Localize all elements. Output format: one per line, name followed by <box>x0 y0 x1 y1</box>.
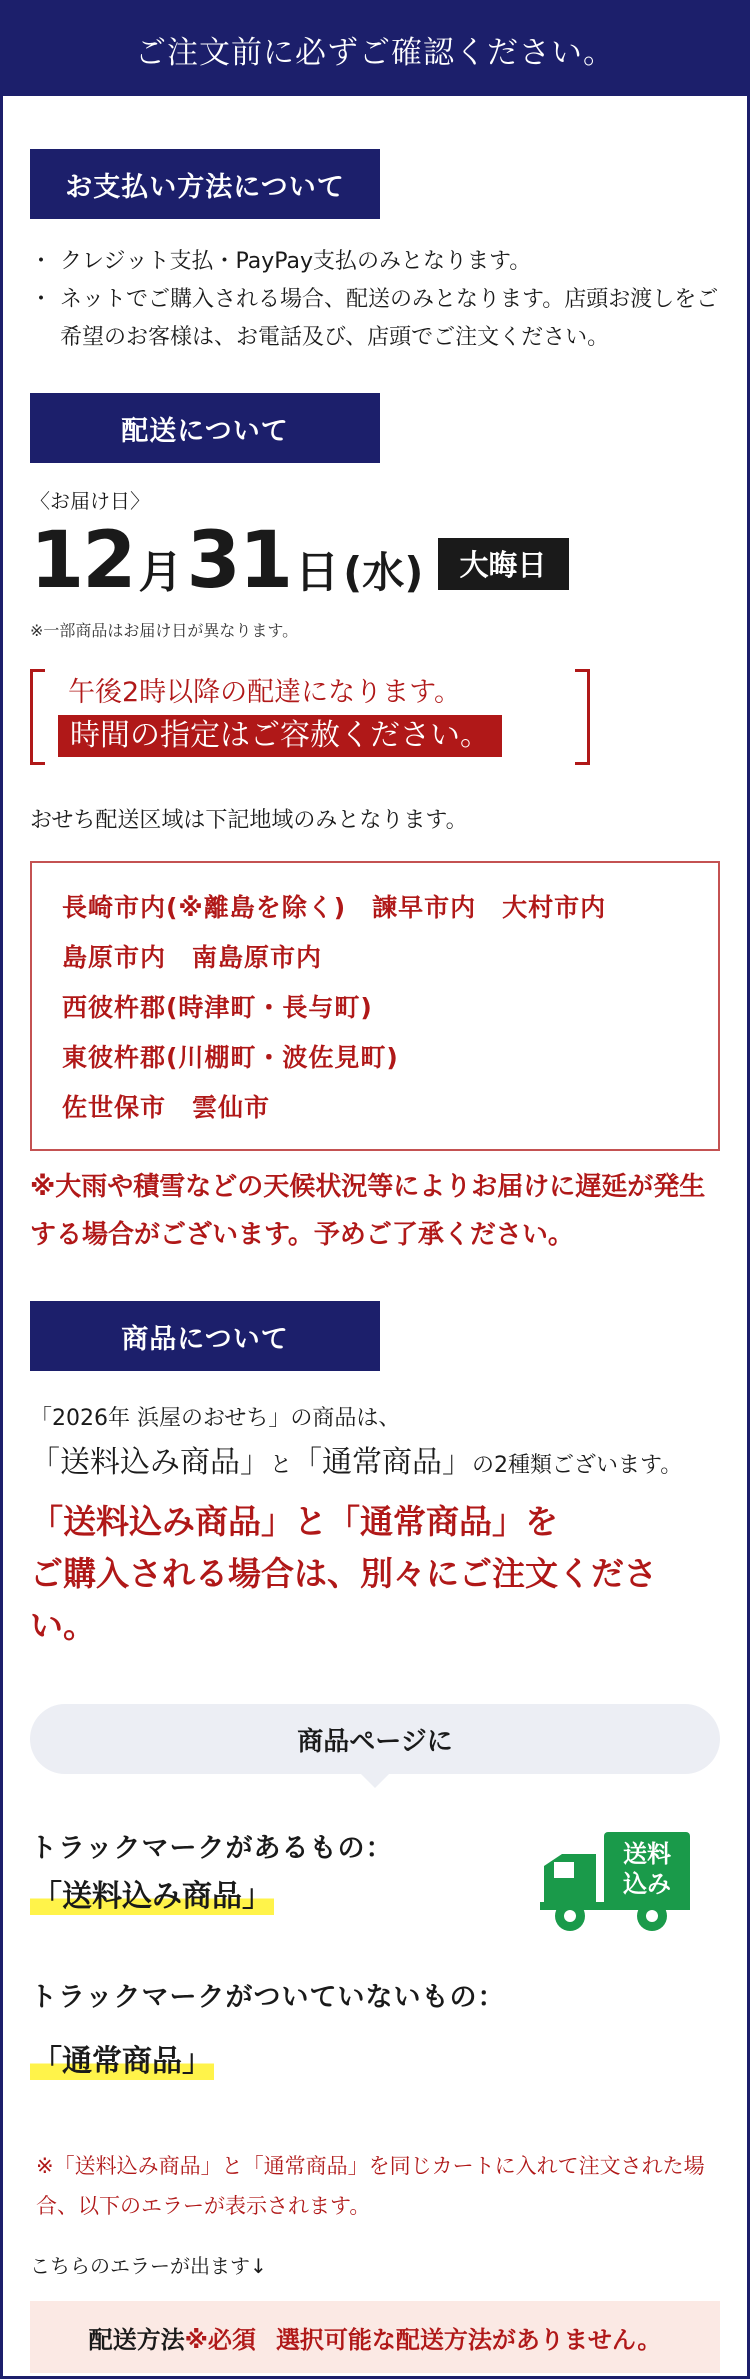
payment-section-label: お支払い方法について <box>30 149 380 219</box>
truck-icon <box>540 1832 690 1934</box>
new-years-eve-badge: 大晦日 <box>438 538 569 590</box>
regular-label: 「通常商品」 <box>292 1445 473 1480</box>
products-types <box>30 1443 720 1486</box>
truck-text: 送料 <box>623 1840 671 1868</box>
delivery-time-line: 午後2時以降の配達になります。 <box>68 677 462 708</box>
area-line: 島原市内 南島原市内 <box>62 943 323 972</box>
delivery-month: 12 <box>30 516 135 606</box>
shipping-error-message <box>30 2301 720 2373</box>
area-line: 西彼杵郡(時津町・長与町) <box>62 993 373 1022</box>
separate-order-line: ご購入される場合は、別々にご注文ください。 <box>30 1554 657 1645</box>
types-tail: の2種類ございます。 <box>472 1453 683 1478</box>
payment-item: ・ ネットでご購入される場合、配送のみとなります。店頭お渡しをご希望のお客様は、お電話及び、店頭でご注文ください。 <box>30 281 720 357</box>
truck-text: 込み <box>623 1870 671 1898</box>
products-lead: 「2026年 浜屋のおせち」の商品は、 <box>30 1406 401 1431</box>
shipping-included-label: 「送料込み商品」 <box>30 1445 270 1480</box>
shipping-included-highlight: 「送料込み商品」 <box>30 1871 274 1915</box>
product-page-bubble: 商品ページに <box>30 1704 720 1774</box>
regular-highlight: 「通常商品」 <box>30 2036 214 2080</box>
error-text: 選択可能な配送方法がありません。 <box>275 2325 662 2354</box>
separate-order-line: 「送料込み商品」と「通常商品」を <box>30 1502 558 1541</box>
payment-item: ・ クレジット支払・PayPay支払のみとなります。 <box>30 243 720 281</box>
delivery-section-label: 配送について <box>30 393 380 463</box>
delivery-time-notice <box>30 669 590 765</box>
area-line: 佐世保市 雲仙市 <box>62 1093 271 1122</box>
conjunction: と <box>270 1453 293 1478</box>
delivery-date <box>30 516 720 606</box>
day-unit: 日 <box>295 547 340 598</box>
weather-note: ※大雨や積雪などの天候状況等によりお届けに遅延が発生する場合がございます。予めご了承ください。 <box>30 1172 706 1250</box>
delivery-day: 31 <box>186 516 292 606</box>
area-lead: おせち配送区域は下記地域のみとなります。 <box>30 808 468 833</box>
payment-list <box>30 243 720 357</box>
time-spec-notice: 時間の指定はご容赦ください。 <box>58 715 502 757</box>
track-without-label: トラックマークがついていないもの： <box>30 1982 506 2013</box>
cart-note: ※「送料込み商品」と「通常商品」を同じカートに入れて注文された場合、以下のエラーが表示されます。 <box>36 2154 705 2218</box>
delivery-weekday: (水) <box>343 548 424 597</box>
delivery-area-box <box>30 861 720 1151</box>
delivery-date-caption: 〈お届け日〉 <box>30 489 150 513</box>
error-lead: こちらのエラーが出ます↓ <box>30 2254 267 2278</box>
products-section-label: 商品について <box>30 1301 380 1371</box>
area-line: 長崎市内(※離島を除く) 諫早市内 大村市内 <box>62 893 607 922</box>
month-unit: 月 <box>138 547 183 598</box>
page-title: ご注文前に必ずご確認ください。 <box>3 3 747 96</box>
track-mark-explainer <box>30 1826 720 2126</box>
area-line: 東彼杵郡(川棚町・波佐見町) <box>62 1043 399 1072</box>
required-mark: ※必須 <box>184 2325 256 2354</box>
error-field: 配送方法 <box>88 2325 185 2354</box>
delivery-date-note: ※一部商品はお届け日が異なります。 <box>30 621 299 640</box>
track-with-label: トラックマークがあるもの： <box>30 1833 394 1864</box>
